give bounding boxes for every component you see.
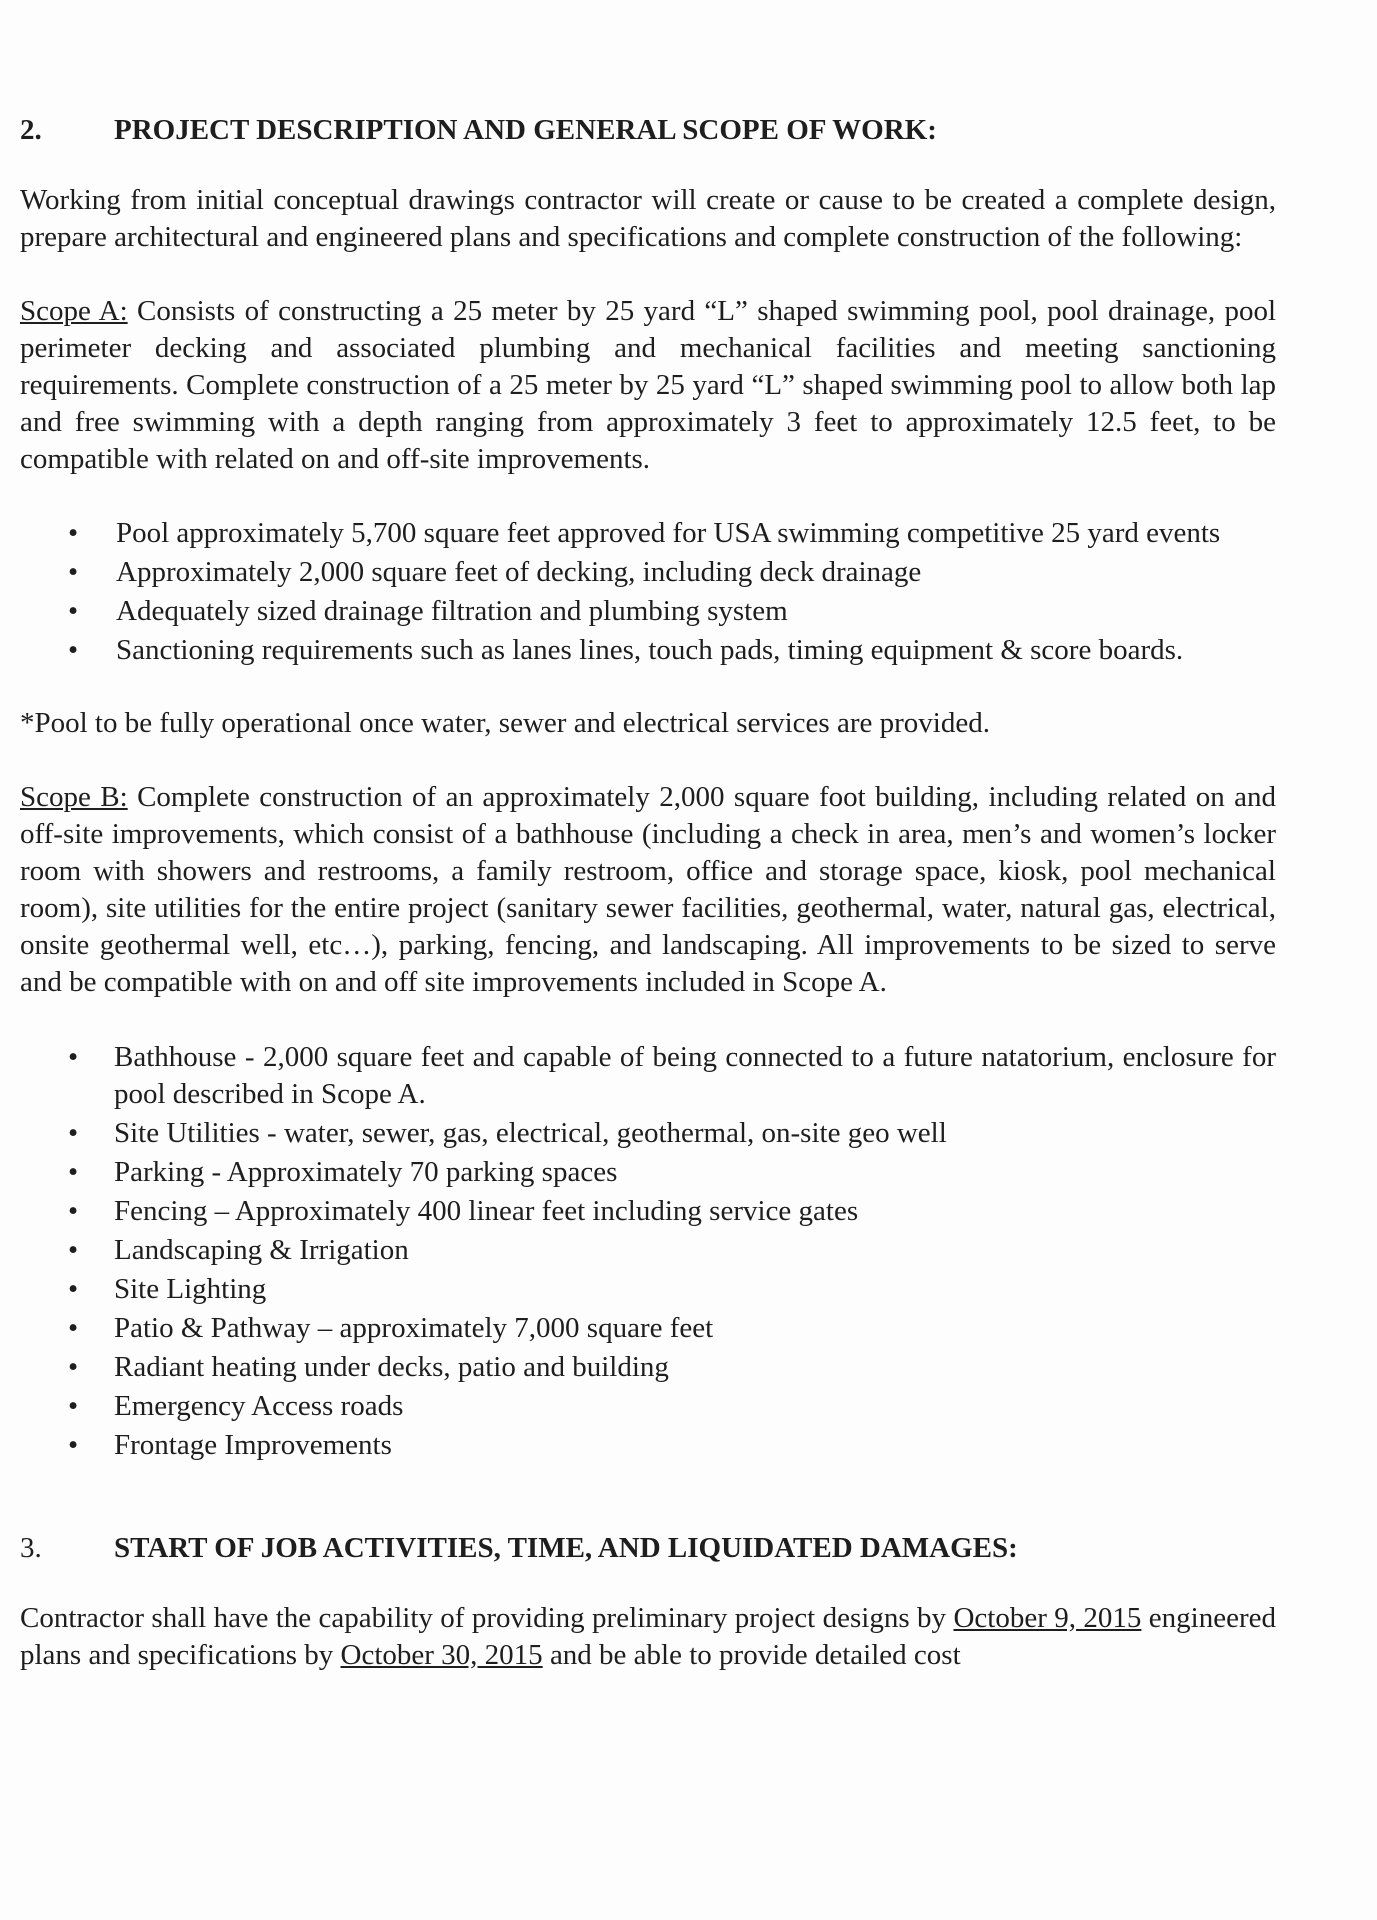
intro-paragraph: Working from initial conceptual drawings contractor will create or cause to be created a complete design, prepare architectural and engineered plans and specifications and complete construction of the following: xyxy=(20,184,1276,253)
list-item: • Approximately 2,000 square feet of decking, including deck drainage xyxy=(20,554,1276,591)
design-date: October 9, 2015 xyxy=(953,1602,1142,1634)
schedule-text-2: engineered plans and specifications by xyxy=(20,1602,1277,1671)
list-item: • Radiant heating under decks, patio and building xyxy=(20,1349,1276,1386)
scope-b-text: Complete construction of an approximately 2,000 square foot building, including related on and off-site improvements, which consist of a bathhouse (including a check in area, men’s and women’s locker room with showers and restrooms, a family restroom, office and storage space, kiosk, pool mechanical room), site utilities for the entire project (sanitary sewer facilities, geothermal, water, natural gas, electrical, onsite geothermal well, etc…), parking, fencing, and landscaping. All improvements to be sized to serve and be compatible with on and off site improvements included in Scope A. xyxy=(20,781,1276,998)
document-content xyxy=(20,112,1276,1674)
list-item: • Site Utilities - water, sewer, gas, electrical, geothermal, on-site geo well xyxy=(20,1115,1276,1152)
list-item: • Patio & Pathway – approximately 7,000 square feet xyxy=(20,1310,1276,1347)
list-item: • Pool approximately 5,700 square feet approved for USA swimming competitive 25 yard events xyxy=(20,515,1276,552)
scope-b-list xyxy=(20,1039,1276,1464)
section-number: 2. xyxy=(20,114,42,146)
list-item: • Frontage Improvements xyxy=(20,1427,1276,1464)
list-item: • Sanctioning requirements such as lanes lines, touch pads, timing equipment & score boards. xyxy=(20,632,1276,669)
list-item: • Fencing – Approximately 400 linear feet including service gates xyxy=(20,1193,1276,1230)
scope-a-text: Consists of constructing a 25 meter by 25 yard “L” shaped swimming pool, pool drainage, pool perimeter decking and associated plumbing and mechanical facilities and meeting sanctioning requirements. Complete construction of a 25 meter by 25 yard “L” shaped swimming pool to allow both lap and free swimming with a depth ranging from approximately 3 feet to approximately 12.5 feet, to be compatible with related on and off-site improvements. xyxy=(20,295,1277,475)
schedule-paragraph xyxy=(20,1600,1276,1674)
section-2-heading xyxy=(20,112,1276,149)
schedule-text-1: Contractor shall have the capability of providing preliminary project designs by xyxy=(20,1602,954,1634)
list-item: • Adequately sized drainage filtration and plumbing system xyxy=(20,593,1276,630)
pool-note: *Pool to be fully operational once water, sewer and electrical services are provided. xyxy=(20,707,990,739)
schedule-text-3: and be able to provide detailed cost xyxy=(542,1639,961,1671)
list-item: • Bathhouse - 2,000 square feet and capable of being connected to a future natatorium, enclosure for pool described in Scope A. xyxy=(20,1039,1276,1113)
scope-a-list xyxy=(20,515,1276,669)
list-item: • Landscaping & Irrigation xyxy=(20,1232,1276,1269)
section-title: PROJECT DESCRIPTION AND GENERAL SCOPE OF WORK: xyxy=(114,114,937,146)
list-item: • Site Lighting xyxy=(20,1271,1276,1308)
section-title: START OF JOB ACTIVITIES, TIME, AND LIQUIDATED DAMAGES: xyxy=(114,1532,1018,1564)
scope-b-label: Scope B: xyxy=(20,781,128,813)
plans-date: October 30, 2015 xyxy=(340,1639,543,1671)
scope-b-paragraph xyxy=(20,779,1276,1001)
scope-a-paragraph xyxy=(20,293,1276,478)
section-number: 3. xyxy=(20,1532,42,1564)
scope-a-label: Scope A: xyxy=(20,295,128,327)
list-item: • Parking - Approximately 70 parking spaces xyxy=(20,1154,1276,1191)
section-3-heading xyxy=(20,1530,1276,1567)
list-item: • Emergency Access roads xyxy=(20,1388,1276,1425)
